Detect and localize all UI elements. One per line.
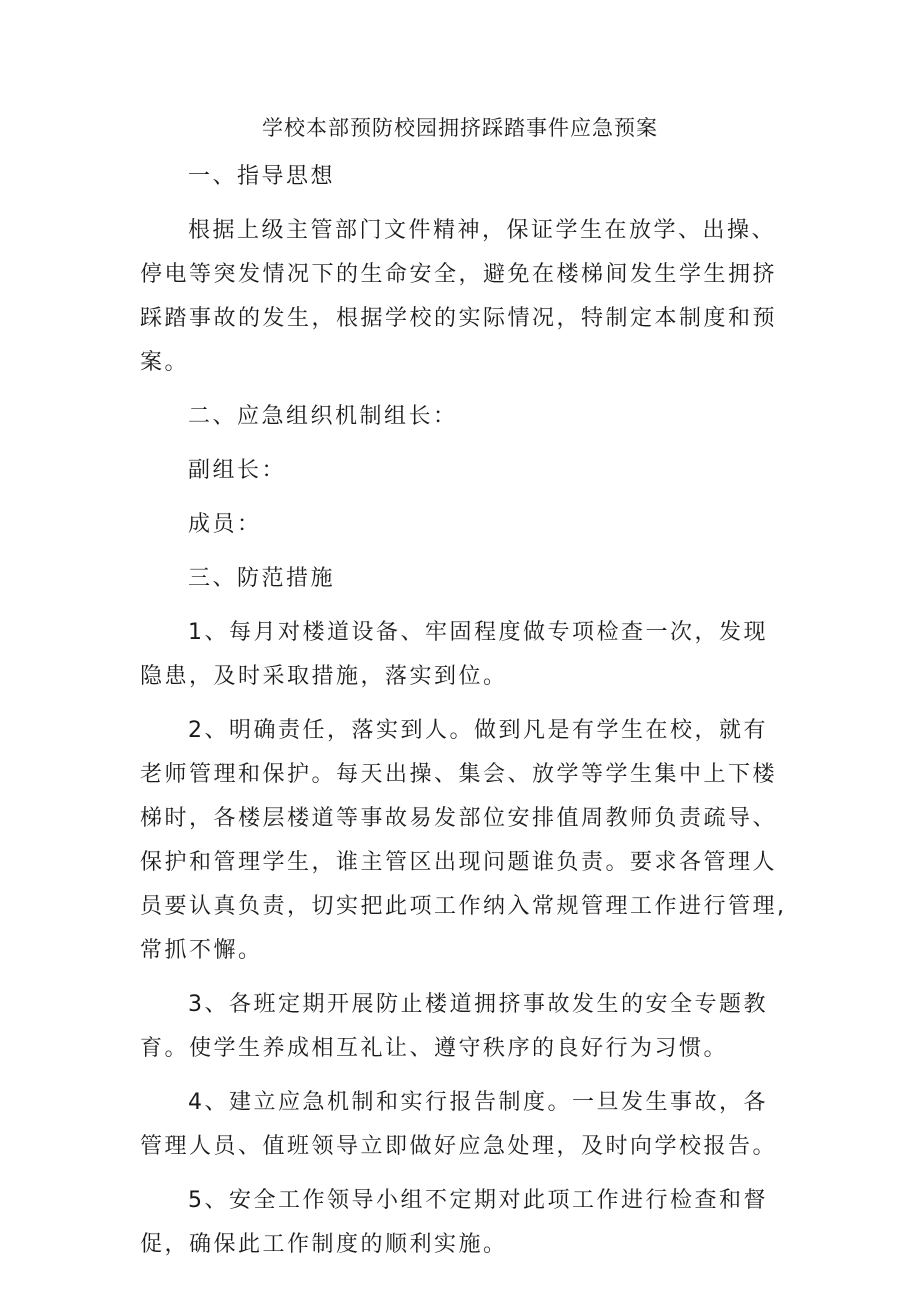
measure-item-4: 4、建立应急机制和实行报告制度。一旦发生事故，各管理人员、值班领导立即做好应急处理，及时向学校报告。 (140, 1090, 778, 1159)
section-heading-prevention: 三、防范措施 (188, 566, 336, 591)
section-heading-organization: 二、应急组织机制组长： (188, 404, 458, 429)
measure-item-1: 1、每月对楼道设备、牢固程度做专项检查一次，发现隐患，及时采取措施，落实到位。 (140, 620, 768, 689)
document-body (140, 155, 788, 1277)
deputy-leader-line: 副组长： (188, 458, 287, 483)
measure-item-3: 3、各班定期开展防止楼道拥挤事故发生的安全专题教育。使学生养成相互礼让、遵守秩序的良好行为习惯。 (140, 992, 768, 1061)
paragraph-purpose: 根据上级主管部门文件精神，保证学生在放学、出操、停电等突发情况下的生命安全，避免在楼梯间发生学生拥挤踩踏事故的发生，根据学校的实际情况，特制定本制度和预案。 (140, 218, 778, 375)
section-heading-guiding-ideology: 一、指导思想 (188, 164, 336, 189)
document-title: 学校本部预防校园拥挤踩踏事件应急预案 (262, 116, 658, 140)
measure-item-5: 5、安全工作领导小组不定期对此项工作进行检查和督促，确保此工作制度的顺利实施。 (140, 1188, 768, 1257)
members-line: 成员： (188, 512, 262, 537)
measure-item-2: 2、明确责任，落实到人。做到凡是有学生在校，就有老师管理和保护。每天出操、集会、放学等学生集中上下楼梯时，各楼层楼道等事故易发部位安排值周教师负责疏导、保护和管理学生，谁主管区出现问题谁负责。要求各管理人员要认真负责，切实把此项工作纳入常规管理工作进行管理,常抓不懈。 (140, 718, 787, 963)
